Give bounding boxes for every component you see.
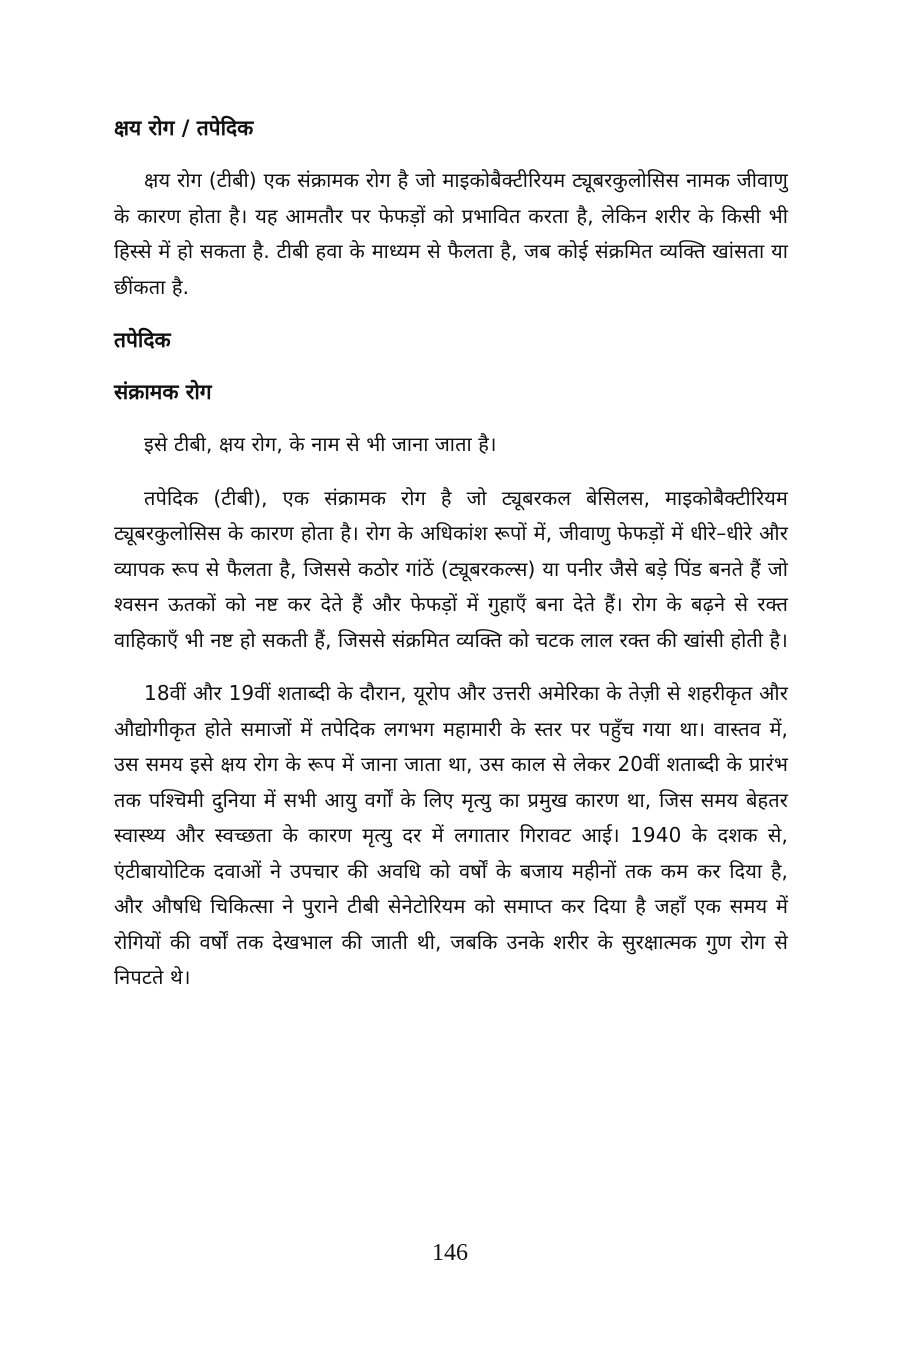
paragraph-alias: इसे टीबी, क्षय रोग, के नाम से भी जाना जाता है। [144,432,497,456]
heading-sankramak-rog: संक्रामक रोग [114,380,212,404]
heading-main: क्षय रोग / तपेदिक [114,116,254,140]
heading-tapedik: तपेदिक [114,328,171,352]
paragraph-description: तपेदिक (टीबी), एक संक्रामक रोग है जो ट्यूबरकल बेसिलस, माइकोबैक्टीरियम ट्यूबरकुलोसिस के कारण होता है। रोग के अधिकांश रूपों में, जीवाणु फेफड़ों में धीरे–धीरे और व्यापक रूप से फैलता है, जिससे कठोर गांठें (ट्यूबरकल्स) या पनीर जैसे बड़े पिंड बनते हैं जो श्वसन ऊतकों को नष्ट कर देते हैं और फेफड़ों में गुहाएँ बना देते हैं। रोग के बढ़ने से रक्त वाहिकाएँ भी नष्ट हो सकती हैं, जिससे संक्रमित व्यक्ति को चटक लाल रक्त की खांसी होती है। [114,485,788,652]
paragraph-intro: क्षय रोग (टीबी) एक संक्रामक रोग है जो माइकोबैक्टीरियम ट्यूबरकुलोसिस नामक जीवाणु के कारण होता है। यह आमतौर पर फेफड़ों को प्रभावित करता है, लेकिन शरीर के किसी भी हिस्से में हो सकता है. टीबी हवा के माध्यम से फैलता है, जब कोई संक्रमित व्यक्ति खांसता या छींकता है. [114,168,788,299]
page-body [114,108,788,996]
paragraph-history: 18वीं और 19वीं शताब्दी के दौरान, यूरोप और उत्तरी अमेरिका के तेज़ी से शहरीकृत और औद्योगीकृत होते समाजों में तपेदिक लगभग महामारी के स्तर पर पहुँच गया था। वास्तव में, उस समय इसे क्षय रोग के रूप में जाना जाता था, उस काल से लेकर 20वीं शताब्दी के प्रारंभ तक पश्चिमी दुनिया में सभी आयु वर्गों के लिए मृत्यु का प्रमुख कारण था, जिस समय बेहतर स्वास्थ्य और स्वच्छता के कारण मृत्यु दर में लगातार गिरावट आई। 1940 के दशक से, एंटीबायोटिक दवाओं ने उपचार की अवधि को वर्षों के बजाय महीनों तक कम कर दिया है, और औषधि चिकित्सा ने पुराने टीबी सेनेटोरियम को समाप्त कर दिया है जहाँ एक समय में रोगियों की वर्षों तक देखभाल की जाती थी, जबकि उनके शरीर के सुरक्षात्मक गुण रोग से निपटते थे। [114,681,788,989]
page-number: 146 [432,1240,468,1266]
